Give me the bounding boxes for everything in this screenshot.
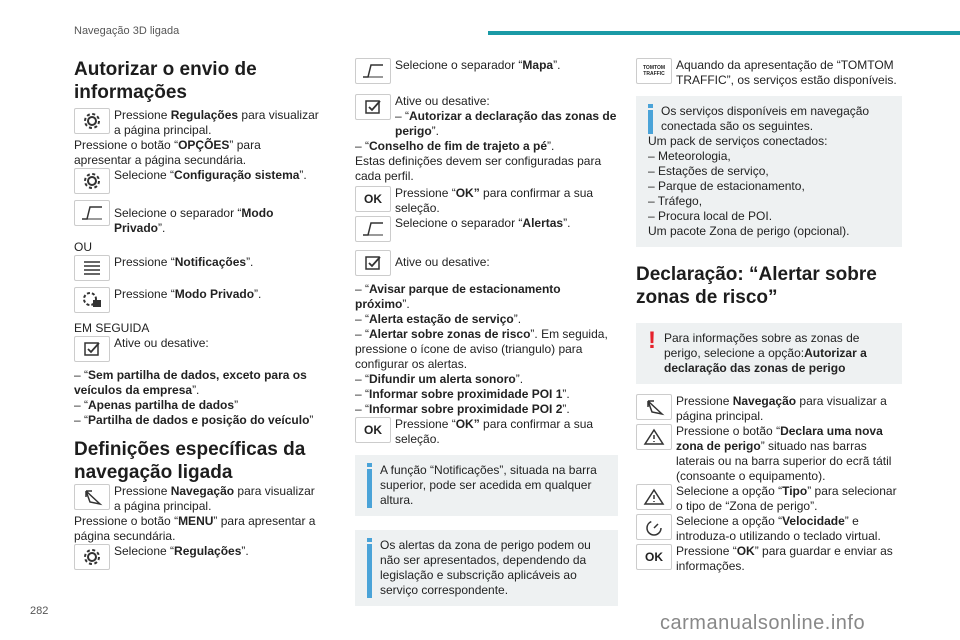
text-paragraph <box>355 139 618 154</box>
text-run: ”. <box>562 387 570 401</box>
text-run: ” para apresentar a página secundária. <box>74 514 316 543</box>
navigation-arrow-icon <box>74 484 110 510</box>
text-run: Avisar parque de estacionamento próximo <box>355 282 561 311</box>
text-run: para visualizar a página principal. <box>114 484 315 513</box>
text-paragraph: Um pacote Zona de perigo (opcional). <box>648 224 850 238</box>
text-run: – “ <box>355 282 370 296</box>
text-run: Selecione “ <box>114 544 175 558</box>
info-icon <box>367 463 372 508</box>
text-paragraph: A função “Notificações”, situada na barra superior, pode ser acedida em qualquer altura. <box>380 463 597 507</box>
text-paragraph <box>355 327 618 372</box>
heading-authorize: Autorizar o envio de informações <box>74 59 257 103</box>
text-paragraph <box>355 372 618 387</box>
checkbox-icon <box>355 94 391 120</box>
text-run: Pressione <box>676 394 733 408</box>
tab-icon <box>74 200 110 226</box>
checkbox-icon <box>74 336 110 362</box>
text-run: ”. <box>254 287 262 301</box>
text-run: ”. <box>158 221 166 235</box>
text-paragraph <box>395 417 618 447</box>
text-run: OK” <box>455 186 480 200</box>
text-run: Alertas <box>522 216 564 230</box>
text-paragraph: Os serviços disponíveis em navegação conectada são os seguintes. <box>661 104 870 133</box>
text-run: ” para guardar e enviar as informações. <box>676 544 893 573</box>
text-paragraph <box>676 424 902 484</box>
text-run: Pressione “ <box>114 287 175 301</box>
text-run: Autorizar a declaração das zonas de perigo <box>395 109 617 138</box>
text-run: Partilha de dados e posição do veículo <box>88 413 310 427</box>
text-run: ”. <box>553 58 561 72</box>
or-text: OU <box>74 240 92 254</box>
text-run: – “ <box>355 402 370 416</box>
info-note-notifications <box>355 455 618 516</box>
text-paragraph: Estas definições devem ser configuradas para cada perfil. <box>355 154 602 183</box>
text-paragraph: Os alertas da zona de perigo podem ou não ser apresentados, dependendo da legislação e subscrição aplicáveis ao serviço correspondente. <box>380 538 591 597</box>
ok-icon: OK <box>355 186 391 212</box>
text-run: Selecione “ <box>114 168 175 182</box>
text-paragraph <box>395 58 560 73</box>
text-run: Modo Privado <box>114 206 274 235</box>
text-run: OK <box>736 544 755 558</box>
text-run: ” <box>234 398 239 412</box>
text-run: OK” <box>455 417 480 431</box>
step-ok-3 <box>636 544 902 574</box>
step-nav <box>74 484 320 514</box>
text-paragraph <box>114 200 320 236</box>
text-run: – “ <box>355 372 370 386</box>
text-run: Selecione a opção “ <box>676 484 783 498</box>
text-run: Declara uma nova zona de perigo <box>676 424 883 453</box>
text-run: – “ <box>74 413 89 427</box>
text-run: Pressione “ <box>114 255 175 269</box>
text-run: ”. <box>299 168 307 182</box>
text-run: – “ <box>355 312 370 326</box>
text-paragraph <box>395 216 570 231</box>
text-run: ”. <box>246 255 254 269</box>
step-regulations <box>74 544 320 570</box>
text-run: ”. <box>192 383 200 397</box>
gear-icon <box>74 544 110 570</box>
text-run: Mapa <box>522 58 554 72</box>
text-run: Regulações <box>174 544 242 558</box>
text-paragraph <box>74 514 320 544</box>
text-run: ”. <box>431 124 440 138</box>
text-paragraph: – Procura local de POI. <box>648 209 773 223</box>
text-run: ” para apresentar a página secundária. <box>74 138 261 167</box>
navigation-arrow-icon <box>636 394 672 420</box>
text-paragraph <box>664 331 892 376</box>
text-paragraph <box>676 484 902 514</box>
step-map-tab <box>355 58 618 84</box>
lock-gear-icon <box>74 287 110 313</box>
text-paragraph: Um pack de serviços conectados: <box>648 134 828 148</box>
text-run: ”. <box>513 312 522 326</box>
text-run: Para informações sobre as zonas de perigo, selecione a opção: <box>664 331 860 360</box>
text-run: – “ <box>355 327 370 341</box>
text-run: para visualizar a página principal. <box>114 108 319 137</box>
text-run: Difundir um alerta sonoro <box>369 372 516 386</box>
text-run: Pressione “ <box>676 544 737 558</box>
text-run: ”. <box>402 297 410 311</box>
speedometer-icon <box>636 514 672 540</box>
text-run: Configuração sistema <box>174 168 300 182</box>
tomtom-traffic-logo: TOMTOM TRAFFIC <box>636 58 672 84</box>
step-type <box>636 484 902 514</box>
text-run: Alertar sobre zonas de risco <box>369 327 531 341</box>
text-run: ”. <box>563 216 571 230</box>
text-run: MENU <box>178 514 214 528</box>
text-paragraph <box>74 413 320 428</box>
info-icon <box>367 538 372 598</box>
text-paragraph <box>355 282 618 312</box>
text-run: – “ <box>74 398 89 412</box>
step-private-mode <box>74 287 320 313</box>
text-run: Pressione <box>114 484 171 498</box>
text-run: Selecione a opção “ <box>676 514 783 528</box>
text-run: Modo Privado <box>174 287 255 301</box>
step-notifications <box>74 255 320 281</box>
text-paragraph <box>676 544 902 574</box>
heading-declaration: Declaração: “Alertar sobre zonas de risco” <box>636 264 877 308</box>
step-toggle-2 <box>355 94 618 139</box>
text-run: Navegação <box>170 484 235 498</box>
text-run: – “ <box>355 139 370 153</box>
text-run: Pressione o botão “ <box>74 138 179 152</box>
text-paragraph: – Tráfego, <box>648 194 703 208</box>
text-run: ”. <box>515 372 524 386</box>
column-2 <box>355 58 618 606</box>
text-paragraph <box>74 398 320 413</box>
step-ok-2 <box>355 417 618 447</box>
text-run: ” <box>309 413 314 427</box>
list-icon <box>74 255 110 281</box>
text-run: ”. Em seguida, pressione o ícone de aviso (triangulo) para configurar os alertas. <box>355 327 608 371</box>
text-run: para confirmar a sua seleção. <box>395 186 594 215</box>
text-run: Selecione o separador “ <box>395 216 523 230</box>
text-run: Pressione o botão “ <box>74 514 179 528</box>
step-declare <box>636 424 902 484</box>
header-accent-bar <box>488 31 960 35</box>
text-run: Alerta estação de serviço <box>369 312 514 326</box>
text-run: Pressione o botão “ <box>676 424 781 438</box>
ok-icon: OK <box>636 544 672 570</box>
text-run: Regulações <box>170 108 239 122</box>
warning-note <box>636 323 902 384</box>
text-run: Velocidade <box>782 514 845 528</box>
text-paragraph: – Estações de serviço, <box>648 164 769 178</box>
step-toggle <box>74 336 320 362</box>
column-1 <box>74 58 320 570</box>
text-run: Ative ou desative: <box>395 94 490 108</box>
warning-triangle-icon <box>636 424 672 450</box>
text-paragraph <box>114 484 320 514</box>
text-paragraph: – Meteorologia, <box>648 149 731 163</box>
text-paragraph: Aquando da apresentação de “TOMTOM TRAFFIC”, os serviços estão disponíveis. <box>676 58 897 87</box>
text-run: para visualizar a página principal. <box>676 394 887 423</box>
text-paragraph <box>355 312 618 327</box>
then-text: EM SEGUIDA <box>74 321 150 335</box>
step-ok-1 <box>355 186 618 216</box>
gear-icon <box>74 108 110 134</box>
text-run: OPÇÕES <box>178 138 230 152</box>
step-toggle-3 <box>355 250 618 276</box>
text-paragraph <box>395 94 618 139</box>
info-note-services <box>636 96 902 247</box>
text-run: Tipo <box>782 484 808 498</box>
text-paragraph <box>395 186 618 216</box>
text-paragraph: Ative ou desative: <box>395 255 490 269</box>
text-run: ” para selecionar o tipo de “Zona de perigo”. <box>676 484 897 513</box>
running-header: Navegação 3D ligada <box>74 25 180 37</box>
text-paragraph: Ative ou desative: <box>114 336 209 350</box>
exclamation-icon: ! <box>648 327 656 354</box>
text-paragraph <box>355 387 618 402</box>
text-run: – “ <box>74 368 89 382</box>
text-run: – “ <box>355 387 370 401</box>
warning-triangle-icon <box>636 484 672 510</box>
step-private-tab <box>74 200 320 236</box>
text-run: ”. <box>547 139 555 153</box>
text-run: Navegação <box>732 394 797 408</box>
text-paragraph <box>114 544 249 559</box>
text-run: Pressione “ <box>395 186 456 200</box>
text-run: Notificações <box>174 255 247 269</box>
step-alerts-tab <box>355 216 618 242</box>
page-number: 282 <box>30 605 49 617</box>
tomtom-row <box>636 58 902 88</box>
step-nav-2 <box>636 394 902 424</box>
text-paragraph <box>676 514 902 544</box>
text-run: Autorizar a declaração das zonas de perigo <box>664 346 867 375</box>
gear-icon <box>74 168 110 194</box>
text-run: ” e introduza-o utilizando o teclado virtual. <box>676 514 881 543</box>
info-note-danger-zones <box>355 530 618 606</box>
text-paragraph <box>74 368 320 398</box>
text-paragraph <box>114 168 307 183</box>
text-run: Informar sobre proximidade POI 1 <box>369 387 563 401</box>
step-settings <box>74 108 320 138</box>
step-speed <box>636 514 902 544</box>
step-options <box>74 138 320 168</box>
text-run: Informar sobre proximidade POI 2 <box>369 402 563 416</box>
text-paragraph <box>114 255 253 270</box>
text-run: ”. <box>241 544 249 558</box>
text-run: Selecione o separador “ <box>114 206 242 220</box>
text-run: Apenas partilha de dados <box>88 398 235 412</box>
info-icon <box>648 104 653 134</box>
ok-icon: OK <box>355 417 391 443</box>
text-run: Conselho de fim de trajeto a pé <box>369 139 548 153</box>
text-run: Pressione “ <box>395 417 456 431</box>
text-run: Sem partilha de dados, exceto para os veículos da empresa <box>74 368 307 397</box>
heading-connected-nav: Definições específicas da navegação ligada <box>74 439 306 483</box>
tab-icon <box>355 216 391 242</box>
text-paragraph <box>355 402 618 417</box>
text-paragraph <box>676 394 902 424</box>
text-run: para confirmar a sua seleção. <box>395 417 594 446</box>
watermark: carmanualsonline.info <box>660 612 866 634</box>
text-run: – “ <box>395 109 410 123</box>
text-paragraph <box>114 287 261 302</box>
checkbox-icon <box>355 250 391 276</box>
text-paragraph: – Parque de estacionamento, <box>648 179 805 193</box>
text-paragraph <box>114 108 320 138</box>
text-run: Selecione o separador “ <box>395 58 523 72</box>
column-3 <box>636 58 902 574</box>
text-run: ” situado nas barras laterais ou na barra superior do ecrã tátil (consoante o equipamento). <box>676 439 892 483</box>
tab-icon <box>355 58 391 84</box>
step-system-config <box>74 168 320 194</box>
text-run: ”. <box>562 402 570 416</box>
text-run: Pressione <box>114 108 171 122</box>
